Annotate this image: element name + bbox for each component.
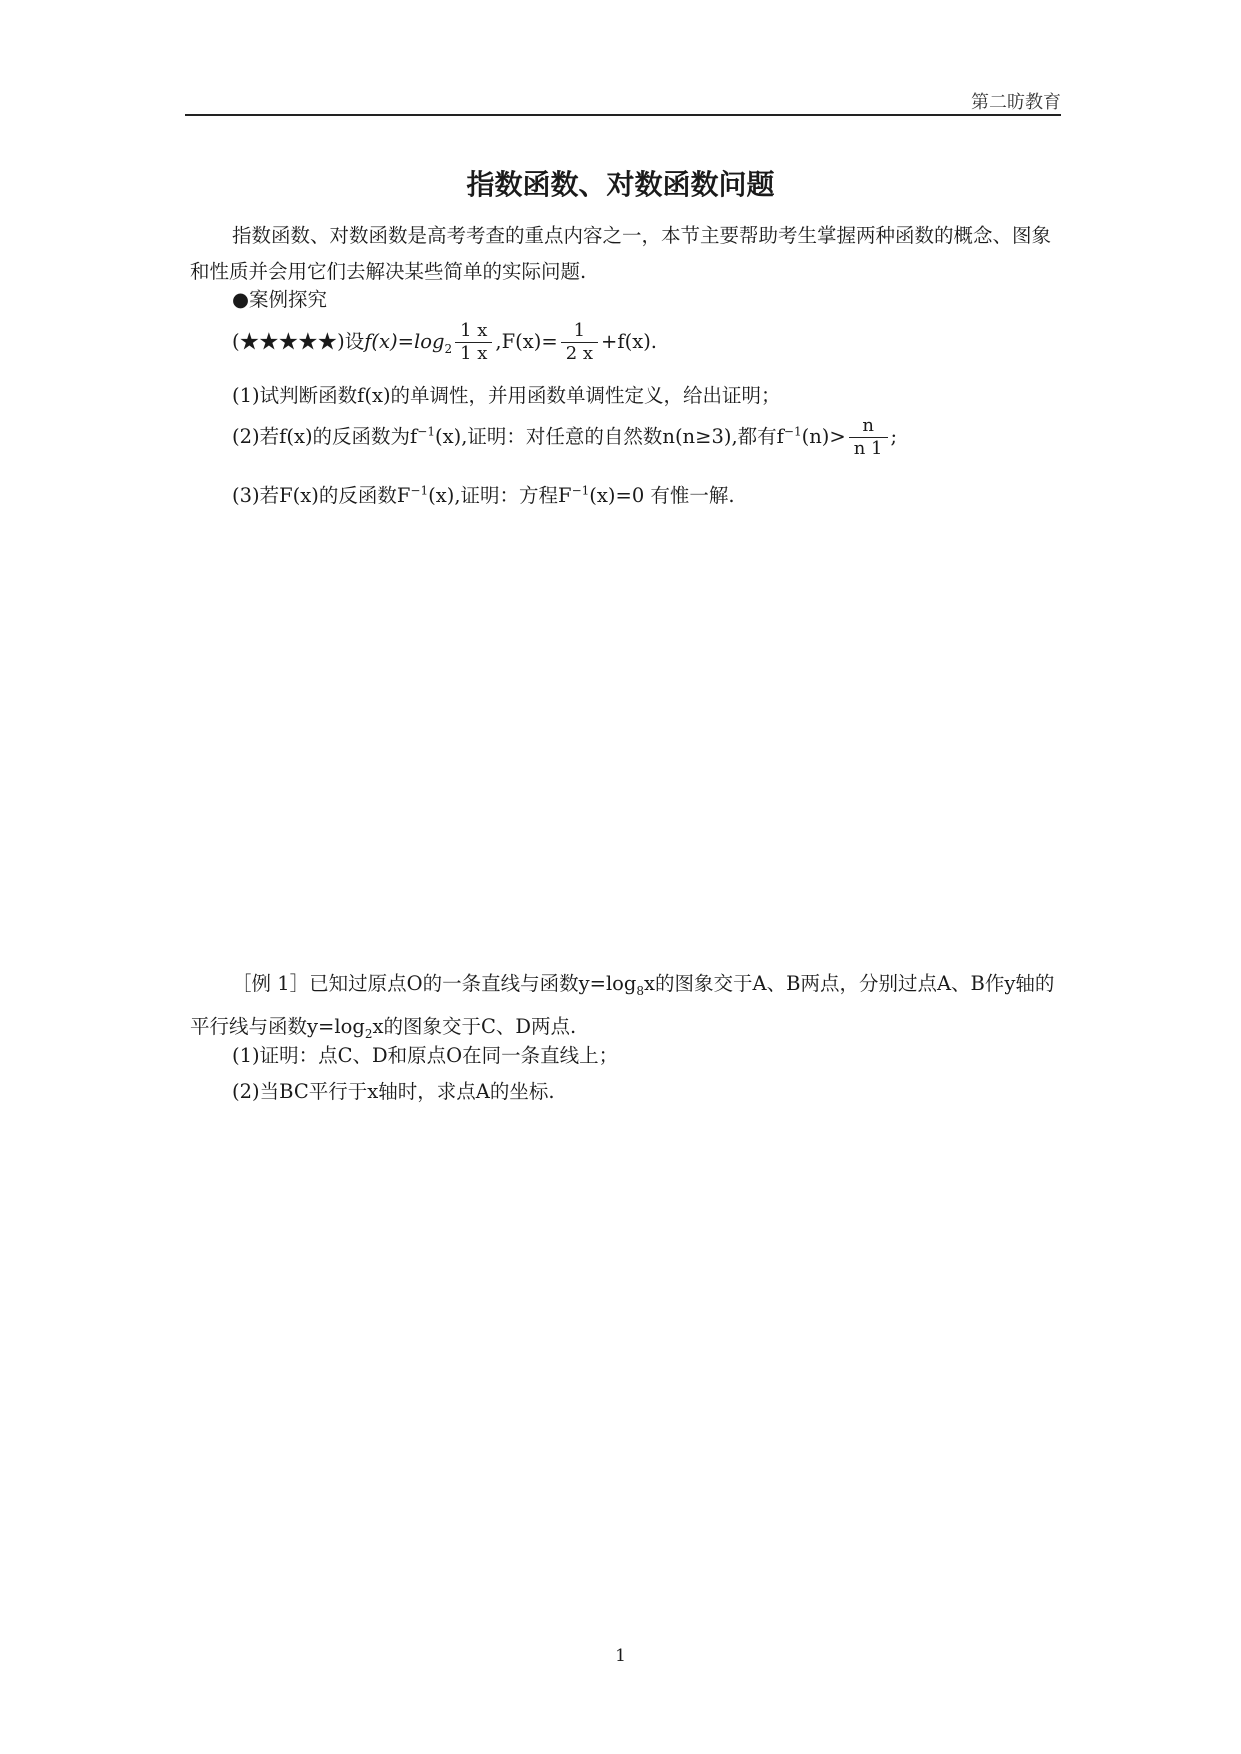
- case-log-base: 2: [444, 341, 453, 356]
- example-1-question-2: (2)当BC平行于x轴时，求点A的坐标.: [232, 1080, 555, 1103]
- ex1-line1-post: x的图象交于A、B两点，分别过点A、B作y轴的平行线与函数y=log: [190, 972, 1055, 1038]
- q2-frac-denominator: n 1: [853, 438, 883, 459]
- q3-sup: −1: [410, 483, 429, 498]
- case-mid: ,F(x)=: [495, 330, 558, 353]
- case-frac1-numerator: 1 x: [455, 320, 492, 343]
- q2-sup2: −1: [783, 424, 802, 439]
- case-fraction-1: [455, 320, 492, 365]
- case-frac2-numerator: 1: [561, 320, 598, 343]
- case-question-2: [232, 415, 897, 460]
- header-rule: [185, 114, 1061, 116]
- q2-frac-numerator: n: [849, 415, 888, 438]
- q3-mid: (x),证明：方程F: [428, 484, 572, 507]
- case-f-def: f(x)=log: [364, 330, 445, 353]
- ex1-base2: 2: [364, 1026, 373, 1041]
- case-frac2-denominator: 2 x: [565, 343, 594, 364]
- q2-fraction: [849, 415, 888, 460]
- ex1-line2-post: x的图象交于C、D两点.: [372, 1014, 577, 1038]
- example-1-question-1: (1)证明：点C、D和原点O在同一条直线上；: [232, 1044, 619, 1067]
- case-prefix: (★★★★★)设: [232, 330, 365, 353]
- case-frac1-denominator: 1 x: [460, 343, 488, 364]
- header-org: 第二昉教育: [971, 92, 1061, 113]
- case-fraction-2: [561, 320, 598, 365]
- q2-sup: −1: [417, 424, 435, 439]
- case-question-1: (1)试判断函数f(x)的单调性，并用函数单调性定义，给出证明；: [232, 384, 781, 407]
- case-question-3: [232, 480, 735, 508]
- q3-pre: (3)若F(x)的反函数F: [232, 484, 411, 507]
- ex1-base1: 8: [636, 983, 645, 998]
- q3-post: (x)=0 有惟一解.: [589, 484, 735, 507]
- q2-end: ;: [890, 425, 898, 448]
- q2-pre: (2)若f(x)的反函数为f: [232, 425, 418, 448]
- q3-sup2: −1: [571, 483, 590, 498]
- q2-post: (n)>: [801, 425, 846, 448]
- intro-paragraph: 指数函数、对数函数是高考考查的重点内容之一，本节主要帮助考生掌握两种函数的概念、图象和性质并会用它们去解决某些简单的实际问题.: [190, 224, 1052, 283]
- q2-mid: (x),证明：对任意的自然数n(n≥3),都有f: [434, 425, 784, 448]
- page-title: 指数函数、对数函数问题: [466, 168, 775, 201]
- case-statement: [232, 320, 657, 365]
- ex1-line1-pre: ［例 1］已知过原点O的一条直线与函数y=log: [232, 972, 637, 995]
- example-1-statement: [190, 966, 1062, 1052]
- section-label: ●案例探究: [232, 288, 328, 311]
- case-tail: +f(x).: [601, 330, 657, 353]
- page-number: 1: [615, 1646, 626, 1666]
